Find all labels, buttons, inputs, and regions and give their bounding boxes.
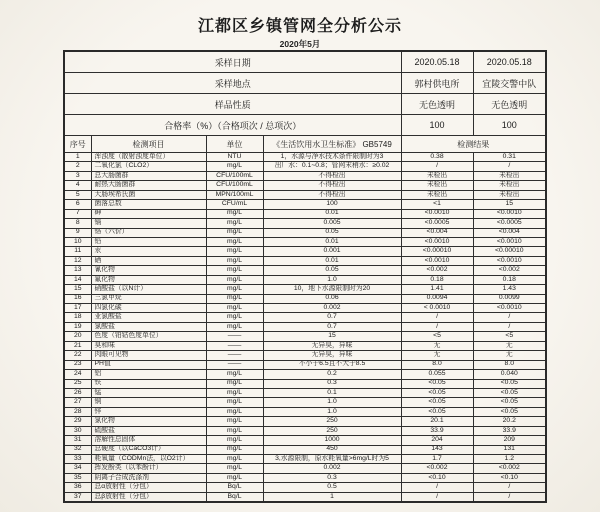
item-name: 铜 bbox=[91, 398, 206, 407]
item-name: 色度（铂钴色度单位） bbox=[91, 332, 206, 341]
sample-info-row bbox=[64, 115, 546, 136]
table-row bbox=[64, 473, 546, 482]
result-site-2: 未检出 bbox=[473, 181, 546, 190]
result-site-1: <0.0010 bbox=[401, 237, 473, 246]
item-name: 溶解性总固体 bbox=[91, 436, 206, 445]
table-row bbox=[64, 417, 546, 426]
result-site-2: / bbox=[473, 492, 546, 502]
item-name: 铬（六价） bbox=[91, 228, 206, 237]
result-site-1: / bbox=[401, 483, 473, 492]
result-site-1: 1.41 bbox=[401, 285, 473, 294]
row-number: 16 bbox=[64, 294, 91, 303]
standard-limit: 450 bbox=[263, 445, 401, 454]
standard-limit: 无异臭，异味 bbox=[263, 341, 401, 350]
unit: mg/L bbox=[206, 455, 263, 464]
row-number: 1 bbox=[64, 153, 91, 162]
item-name: 锰 bbox=[91, 388, 206, 397]
item-name: 氯化物 bbox=[91, 417, 206, 426]
table-row bbox=[64, 464, 546, 473]
item-name: 总α放射性（分包） bbox=[91, 483, 206, 492]
row-number: 12 bbox=[64, 256, 91, 265]
column-header-section bbox=[64, 136, 546, 153]
result-site-1: / bbox=[401, 322, 473, 331]
standard-limit: 不得检出 bbox=[263, 171, 401, 180]
row-number: 32 bbox=[64, 445, 91, 454]
table-row bbox=[64, 219, 546, 228]
item-name: PH值 bbox=[91, 360, 206, 369]
row-number: 2 bbox=[64, 162, 91, 171]
result-site-1: 143 bbox=[401, 445, 473, 454]
row-number: 19 bbox=[64, 322, 91, 331]
standard-limit: 1.0 bbox=[263, 407, 401, 416]
item-name: 浑浊度（散射浊度单位） bbox=[91, 153, 206, 162]
result-site-2: 1.43 bbox=[473, 285, 546, 294]
table-row bbox=[64, 436, 546, 445]
result-site-2: <5 bbox=[473, 332, 546, 341]
row-number: 8 bbox=[64, 219, 91, 228]
row-number: 25 bbox=[64, 379, 91, 388]
standard-limit: 无异臭，异味 bbox=[263, 351, 401, 360]
standard-limit: 0.06 bbox=[263, 294, 401, 303]
result-site-2: <0.05 bbox=[473, 407, 546, 416]
standard-limit: 0.2 bbox=[263, 370, 401, 379]
unit: Bq/L bbox=[206, 483, 263, 492]
table-row bbox=[64, 228, 546, 237]
table-row bbox=[64, 313, 546, 322]
page-title: 江都区乡镇管网全分析公示 bbox=[197, 18, 402, 35]
sample-info-value-1: 郭村供电所 bbox=[401, 73, 473, 94]
result-site-1: 未检出 bbox=[401, 171, 473, 180]
standard-limit: 0.7 bbox=[263, 313, 401, 322]
result-site-1: 无 bbox=[401, 351, 473, 360]
result-site-1: 无 bbox=[401, 341, 473, 350]
report-month: 2020年5月 bbox=[279, 39, 321, 49]
sample-info-label: 样品性质 bbox=[64, 94, 401, 115]
result-site-1: <0.0005 bbox=[401, 219, 473, 228]
standard-limit: 15 bbox=[263, 332, 401, 341]
unit: mg/L bbox=[206, 379, 263, 388]
result-site-1: <0.00010 bbox=[401, 247, 473, 256]
unit: mg/L bbox=[206, 473, 263, 482]
table-row bbox=[64, 332, 546, 341]
col-header-standard: 《生活饮用水卫生标准》 GB5749 bbox=[263, 136, 401, 153]
standard-limit: 0.01 bbox=[263, 237, 401, 246]
unit: mg/L bbox=[206, 407, 263, 416]
result-site-1: 未检出 bbox=[401, 190, 473, 199]
table-row bbox=[64, 209, 546, 218]
result-site-1: <0.002 bbox=[401, 464, 473, 473]
sample-info-label: 采样地点 bbox=[64, 73, 401, 94]
result-site-1: / bbox=[401, 313, 473, 322]
table-row bbox=[64, 304, 546, 313]
result-site-2: 无 bbox=[473, 341, 546, 350]
table-row bbox=[64, 266, 546, 275]
result-site-2: 20.2 bbox=[473, 417, 546, 426]
table-row bbox=[64, 398, 546, 407]
standard-limit: 1 bbox=[263, 492, 401, 502]
result-site-2: <0.0005 bbox=[473, 219, 546, 228]
standard-limit: 0.3 bbox=[263, 379, 401, 388]
standard-limit: 1000 bbox=[263, 436, 401, 445]
item-name: 硝酸盐（以N计） bbox=[91, 285, 206, 294]
result-site-2: 0.040 bbox=[473, 370, 546, 379]
unit: mg/L bbox=[206, 417, 263, 426]
result-site-2: <0.0010 bbox=[473, 237, 546, 246]
table-row bbox=[64, 388, 546, 397]
result-site-1: <0.05 bbox=[401, 388, 473, 397]
unit: —— bbox=[206, 360, 263, 369]
sample-info-value-2: 2020.05.18 bbox=[473, 51, 546, 73]
row-number: 31 bbox=[64, 436, 91, 445]
result-site-1: 0.18 bbox=[401, 275, 473, 284]
row-number: 17 bbox=[64, 304, 91, 313]
row-number: 20 bbox=[64, 332, 91, 341]
result-site-2: 131 bbox=[473, 445, 546, 454]
result-site-1: 20.1 bbox=[401, 417, 473, 426]
row-number: 11 bbox=[64, 247, 91, 256]
col-header-results: 检测结果 bbox=[401, 136, 546, 153]
standard-limit: 0.7 bbox=[263, 322, 401, 331]
row-number: 10 bbox=[64, 237, 91, 246]
standard-limit: 0.01 bbox=[263, 256, 401, 265]
result-site-2: 209 bbox=[473, 436, 546, 445]
unit: mg/L bbox=[206, 464, 263, 473]
table-row bbox=[64, 171, 546, 180]
item-name: 大肠埃希氏菌 bbox=[91, 190, 206, 199]
row-number: 13 bbox=[64, 266, 91, 275]
table-row bbox=[64, 426, 546, 435]
table-row bbox=[64, 162, 546, 171]
item-name: 耐热大肠菌群 bbox=[91, 181, 206, 190]
result-site-1: <0.004 bbox=[401, 228, 473, 237]
col-header-serial: 序号 bbox=[64, 136, 91, 153]
row-number: 23 bbox=[64, 360, 91, 369]
table-row bbox=[64, 341, 546, 350]
table-row bbox=[64, 275, 546, 284]
unit: mg/L bbox=[206, 388, 263, 397]
result-site-2: <0.05 bbox=[473, 379, 546, 388]
table-row bbox=[64, 379, 546, 388]
result-site-1: 0.0094 bbox=[401, 294, 473, 303]
result-site-1: <5 bbox=[401, 332, 473, 341]
row-number: 26 bbox=[64, 388, 91, 397]
standard-limit: 0.005 bbox=[263, 219, 401, 228]
result-site-1: 8.0 bbox=[401, 360, 473, 369]
item-name: 总硬度（以CaCO3计） bbox=[91, 445, 206, 454]
item-name: 氰化物 bbox=[91, 266, 206, 275]
unit: mg/L bbox=[206, 313, 263, 322]
standard-limit: 1，水源与净水技术条件限制时为3 bbox=[263, 153, 401, 162]
standard-limit: 0.3 bbox=[263, 473, 401, 482]
table-row bbox=[64, 492, 546, 502]
item-name: 臭和味 bbox=[91, 341, 206, 350]
result-site-2: 无 bbox=[473, 351, 546, 360]
item-name: 三氯甲烷 bbox=[91, 294, 206, 303]
result-site-1: 未检出 bbox=[401, 181, 473, 190]
standard-limit: 0.002 bbox=[263, 464, 401, 473]
standard-limit: 1.0 bbox=[263, 398, 401, 407]
unit: —— bbox=[206, 332, 263, 341]
table-row bbox=[64, 247, 546, 256]
unit: mg/L bbox=[206, 237, 263, 246]
unit: CFU/mL bbox=[206, 200, 263, 209]
table-row bbox=[64, 370, 546, 379]
table-row bbox=[64, 351, 546, 360]
table-row bbox=[64, 322, 546, 331]
unit: mg/L bbox=[206, 426, 263, 435]
result-site-2: <0.0010 bbox=[473, 256, 546, 265]
result-site-2: 15 bbox=[473, 200, 546, 209]
standard-limit: 10，地下水源限制时为20 bbox=[263, 285, 401, 294]
unit: mg/L bbox=[206, 275, 263, 284]
row-number: 33 bbox=[64, 455, 91, 464]
result-site-1: / bbox=[401, 492, 473, 502]
result-site-2: / bbox=[473, 162, 546, 171]
standard-limit: 0.5 bbox=[263, 483, 401, 492]
item-name: 砷 bbox=[91, 209, 206, 218]
standard-limit: 250 bbox=[263, 426, 401, 435]
item-name: 总大肠菌群 bbox=[91, 171, 206, 180]
result-site-1: 204 bbox=[401, 436, 473, 445]
result-site-2: <0.10 bbox=[473, 473, 546, 482]
result-site-2: <0.05 bbox=[473, 398, 546, 407]
sample-info-value-1: 无色透明 bbox=[401, 94, 473, 115]
unit: mg/L bbox=[206, 266, 263, 275]
result-site-2: <0.0010 bbox=[473, 209, 546, 218]
table-row bbox=[64, 360, 546, 369]
sample-info-row bbox=[64, 51, 546, 73]
result-site-2: 1.2 bbox=[473, 455, 546, 464]
unit: mg/L bbox=[206, 228, 263, 237]
result-site-2: 0.31 bbox=[473, 153, 546, 162]
unit: NTU bbox=[206, 153, 263, 162]
row-number: 3 bbox=[64, 171, 91, 180]
item-name: 挥发酚类（以苯酚计） bbox=[91, 464, 206, 473]
result-site-2: / bbox=[473, 483, 546, 492]
sample-info-label: 合格率（%）（合格项次 / 总项次） bbox=[64, 115, 401, 136]
result-site-1: <0.05 bbox=[401, 379, 473, 388]
table-row bbox=[64, 294, 546, 303]
row-number: 24 bbox=[64, 370, 91, 379]
item-name: 铅 bbox=[91, 237, 206, 246]
sample-info-value-2: 无色透明 bbox=[473, 94, 546, 115]
unit: mg/L bbox=[206, 304, 263, 313]
table-row bbox=[64, 237, 546, 246]
result-site-2: 未检出 bbox=[473, 171, 546, 180]
unit: —— bbox=[206, 351, 263, 360]
row-number: 29 bbox=[64, 417, 91, 426]
sample-info-value-2: 宜陵交警中队 bbox=[473, 73, 546, 94]
unit: mg/L bbox=[206, 209, 263, 218]
result-site-2: 未检出 bbox=[473, 190, 546, 199]
result-site-1: <0.05 bbox=[401, 398, 473, 407]
result-site-1: <0.05 bbox=[401, 407, 473, 416]
row-number: 14 bbox=[64, 275, 91, 284]
item-name: 铁 bbox=[91, 379, 206, 388]
standard-limit: 1.0 bbox=[263, 275, 401, 284]
row-number: 5 bbox=[64, 190, 91, 199]
sample-info-value-2: 100 bbox=[473, 115, 546, 136]
result-site-2: 33.9 bbox=[473, 426, 546, 435]
sample-info-row bbox=[64, 94, 546, 115]
unit: mg/L bbox=[206, 322, 263, 331]
row-number: 28 bbox=[64, 407, 91, 416]
unit: Bq/L bbox=[206, 492, 263, 502]
standard-limit: 0.001 bbox=[263, 247, 401, 256]
standard-limit: 0.1 bbox=[263, 388, 401, 397]
row-number: 9 bbox=[64, 228, 91, 237]
result-site-1: <1 bbox=[401, 200, 473, 209]
result-site-1: 0.38 bbox=[401, 153, 473, 162]
item-name: 镉 bbox=[91, 219, 206, 228]
sample-info-value-1: 2020.05.18 bbox=[401, 51, 473, 73]
col-header-unit: 单位 bbox=[206, 136, 263, 153]
result-site-2: <0.002 bbox=[473, 266, 546, 275]
unit: mg/L bbox=[206, 370, 263, 379]
result-site-2: <0.002 bbox=[473, 464, 546, 473]
row-number: 37 bbox=[64, 492, 91, 502]
result-site-2: / bbox=[473, 313, 546, 322]
unit: mg/L bbox=[206, 247, 263, 256]
standard-limit: 不小于6.5且不大于8.5 bbox=[263, 360, 401, 369]
unit: mg/L bbox=[206, 219, 263, 228]
standard-limit: 0.002 bbox=[263, 304, 401, 313]
result-site-1: <0.0010 bbox=[401, 209, 473, 218]
table-row bbox=[64, 256, 546, 265]
row-number: 18 bbox=[64, 313, 91, 322]
item-name: 锌 bbox=[91, 407, 206, 416]
result-site-2: 0.0099 bbox=[473, 294, 546, 303]
standard-limit: 250 bbox=[263, 417, 401, 426]
row-number: 6 bbox=[64, 200, 91, 209]
table-row bbox=[64, 285, 546, 294]
item-name: 铝 bbox=[91, 370, 206, 379]
result-site-2: <0.004 bbox=[473, 228, 546, 237]
result-site-1: 33.9 bbox=[401, 426, 473, 435]
sample-info-value-1: 100 bbox=[401, 115, 473, 136]
item-name: 阴离子合成洗涤剂 bbox=[91, 473, 206, 482]
standard-limit: 0.05 bbox=[263, 228, 401, 237]
standard-limit: 不得检出 bbox=[263, 181, 401, 190]
item-name: 总β放射性（分包） bbox=[91, 492, 206, 502]
row-number: 22 bbox=[64, 351, 91, 360]
column-header-row bbox=[64, 136, 546, 153]
unit: mg/L bbox=[206, 436, 263, 445]
unit: mg/L bbox=[206, 256, 263, 265]
unit: mg/L bbox=[206, 285, 263, 294]
table-row bbox=[64, 445, 546, 454]
standard-limit: 100 bbox=[263, 200, 401, 209]
table-row bbox=[64, 200, 546, 209]
unit: —— bbox=[206, 341, 263, 350]
result-site-2: <0.05 bbox=[473, 388, 546, 397]
item-name: 二氧化氯（CLO2） bbox=[91, 162, 206, 171]
sample-info-row bbox=[64, 73, 546, 94]
item-name: 菌落总数 bbox=[91, 200, 206, 209]
result-site-1: <0.10 bbox=[401, 473, 473, 482]
result-site-2: <0.0010 bbox=[473, 304, 546, 313]
item-name: 氯酸盐 bbox=[91, 322, 206, 331]
result-site-1: < 0.0010 bbox=[401, 304, 473, 313]
standard-limit: 3,水源限制，原水耗氧量>6mg/L时为5 bbox=[263, 455, 401, 464]
sample-info-label: 采样日期 bbox=[64, 51, 401, 73]
table-row bbox=[64, 455, 546, 464]
standard-limit: 0.01 bbox=[263, 209, 401, 218]
item-name: 亚氯酸盐 bbox=[91, 313, 206, 322]
row-number: 7 bbox=[64, 209, 91, 218]
result-site-2: / bbox=[473, 322, 546, 331]
table-row bbox=[64, 483, 546, 492]
unit: mg/L bbox=[206, 162, 263, 171]
table-row bbox=[64, 181, 546, 190]
standard-limit: 0.05 bbox=[263, 266, 401, 275]
row-number: 4 bbox=[64, 181, 91, 190]
sample-info-section bbox=[64, 51, 546, 136]
unit: mg/L bbox=[206, 294, 263, 303]
result-site-2: 8.0 bbox=[473, 360, 546, 369]
item-name: 硒 bbox=[91, 256, 206, 265]
item-name: 氟化物 bbox=[91, 275, 206, 284]
table-row bbox=[64, 153, 546, 162]
result-site-1: 0.055 bbox=[401, 370, 473, 379]
row-number: 35 bbox=[64, 473, 91, 482]
row-number: 30 bbox=[64, 426, 91, 435]
standard-limit: 不得检出 bbox=[263, 190, 401, 199]
result-site-1: / bbox=[401, 162, 473, 171]
unit: mg/L bbox=[206, 398, 263, 407]
water-analysis-table bbox=[63, 50, 547, 503]
table-row bbox=[64, 190, 546, 199]
result-site-1: <0.0010 bbox=[401, 256, 473, 265]
item-name: 硫酸盐 bbox=[91, 426, 206, 435]
result-site-2: <0.00010 bbox=[473, 247, 546, 256]
result-site-2: 0.18 bbox=[473, 275, 546, 284]
item-name: 四氯化碳 bbox=[91, 304, 206, 313]
unit: CFU/100mL bbox=[206, 171, 263, 180]
row-number: 27 bbox=[64, 398, 91, 407]
table-row bbox=[64, 407, 546, 416]
results-section bbox=[64, 153, 546, 503]
row-number: 36 bbox=[64, 483, 91, 492]
result-site-1: 1.7 bbox=[401, 455, 473, 464]
unit: MPN/100mL bbox=[206, 190, 263, 199]
item-name: 汞 bbox=[91, 247, 206, 256]
standard-limit: 出厂水：0.1~0.8；管网末稍水：≥0.02 bbox=[263, 162, 401, 171]
unit: mg/L bbox=[206, 445, 263, 454]
row-number: 15 bbox=[64, 285, 91, 294]
unit: CFU/100mL bbox=[206, 181, 263, 190]
item-name: 耗氧量（CODMn法，以O2计） bbox=[91, 455, 206, 464]
row-number: 34 bbox=[64, 464, 91, 473]
row-number: 21 bbox=[64, 341, 91, 350]
result-site-1: <0.002 bbox=[401, 266, 473, 275]
item-name: 肉眼可见物 bbox=[91, 351, 206, 360]
col-header-item: 检测项目 bbox=[91, 136, 206, 153]
